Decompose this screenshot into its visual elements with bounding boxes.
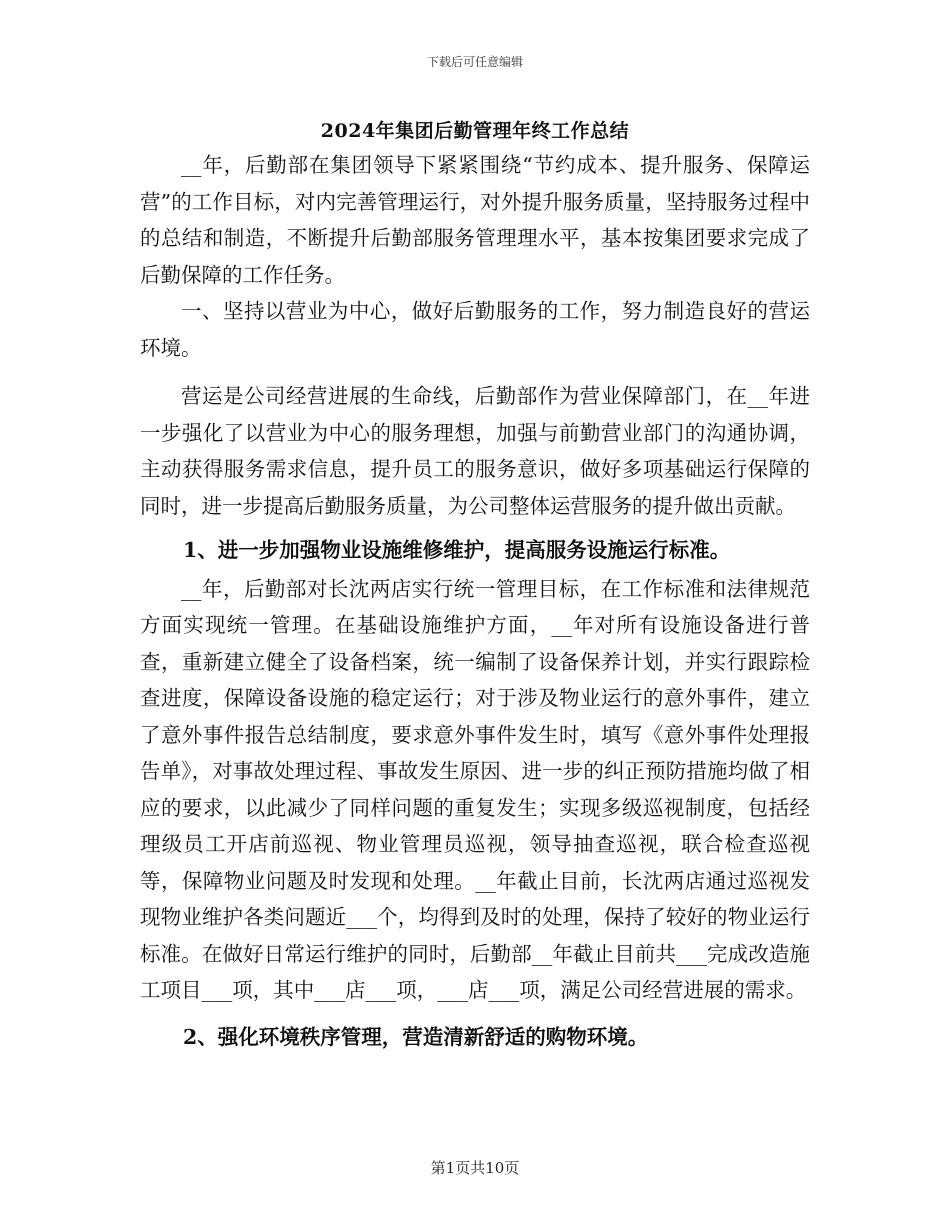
- page-footer: 第1页共10页: [430, 1159, 520, 1177]
- subsection-2-heading: 2、强化环境秩序管理，营造清新舒适的购物环境。: [183, 1024, 649, 1049]
- subsection-1-heading: 1、进一步加强物业设施维修维护，提高服务设施运行标准。: [183, 538, 731, 562]
- section-one-paragraph: 营运是公司经营进展的生命线，后勤部作为营业保障部门，在__年进一步强化了以营业为中心的服务理想，加强与前勤营业部门的沟通协调，主动获得服务需求信息，提升员工的服务意识，做好多项基础运行保障的同时，进一步提高后勤服务质量，为公司整体运营服务的提升做出贡献。: [140, 384, 810, 518]
- page-header: 下载后可任意编辑: [426, 55, 523, 69]
- document-title: 2024年集团后勤管理年终工作总结: [320, 120, 630, 142]
- section-one-heading: 一、坚持以营业为中心，做好后勤服务的工作，努力制造良好的营运环境。: [140, 299, 810, 360]
- document-body: [140, 147, 810, 1057]
- intro-paragraph: __年，后勤部在集团领导下紧紧围绕“节约成本、提升服务、保障运营”的工作目标，对内完善管理运行，对外提升服务质量，坚持服务过程中的总结和制造，不断提升后勤部服务管理理水平，基本按集团要求完成了后勤保障的工作任务。: [140, 153, 810, 287]
- subsection-1-paragraph: __年，后勤部对长沈两店实行统一管理目标，在工作标准和法律规范方面实现统一管理。在基础设施维护方面，__年对所有设施设备进行普查，重新建立健全了设备档案，统一编制了设备保养计划，并实行跟踪检查进度，保障设备设施的稳定运行；对于涉及物业运行的意外事件，建立了意外事件报告总结制度，要求意外事件发生时，填写《意外事件处理报告单》，对事故处理过程、事故发生原因、进一步的纠正预防措施均做了相应的要求，以此减少了同样问题的重复发生；实现多级巡视制度，包括经理级员工开店前巡视、物业管理员巡视，领导抽查巡视，联合检查巡视等，保障物业问题及时发现和处理。__年截止目前，长沈两店通过巡视发现物业维护各类问题近___个，均得到及时的处理，保持了较好的物业运行标准。在做好日常运行维护的同时，后勤部__年截止目前共___完成改造施工项目___项，其中___店___项，___店___项，满足公司经营进展的需求。: [140, 576, 810, 1002]
